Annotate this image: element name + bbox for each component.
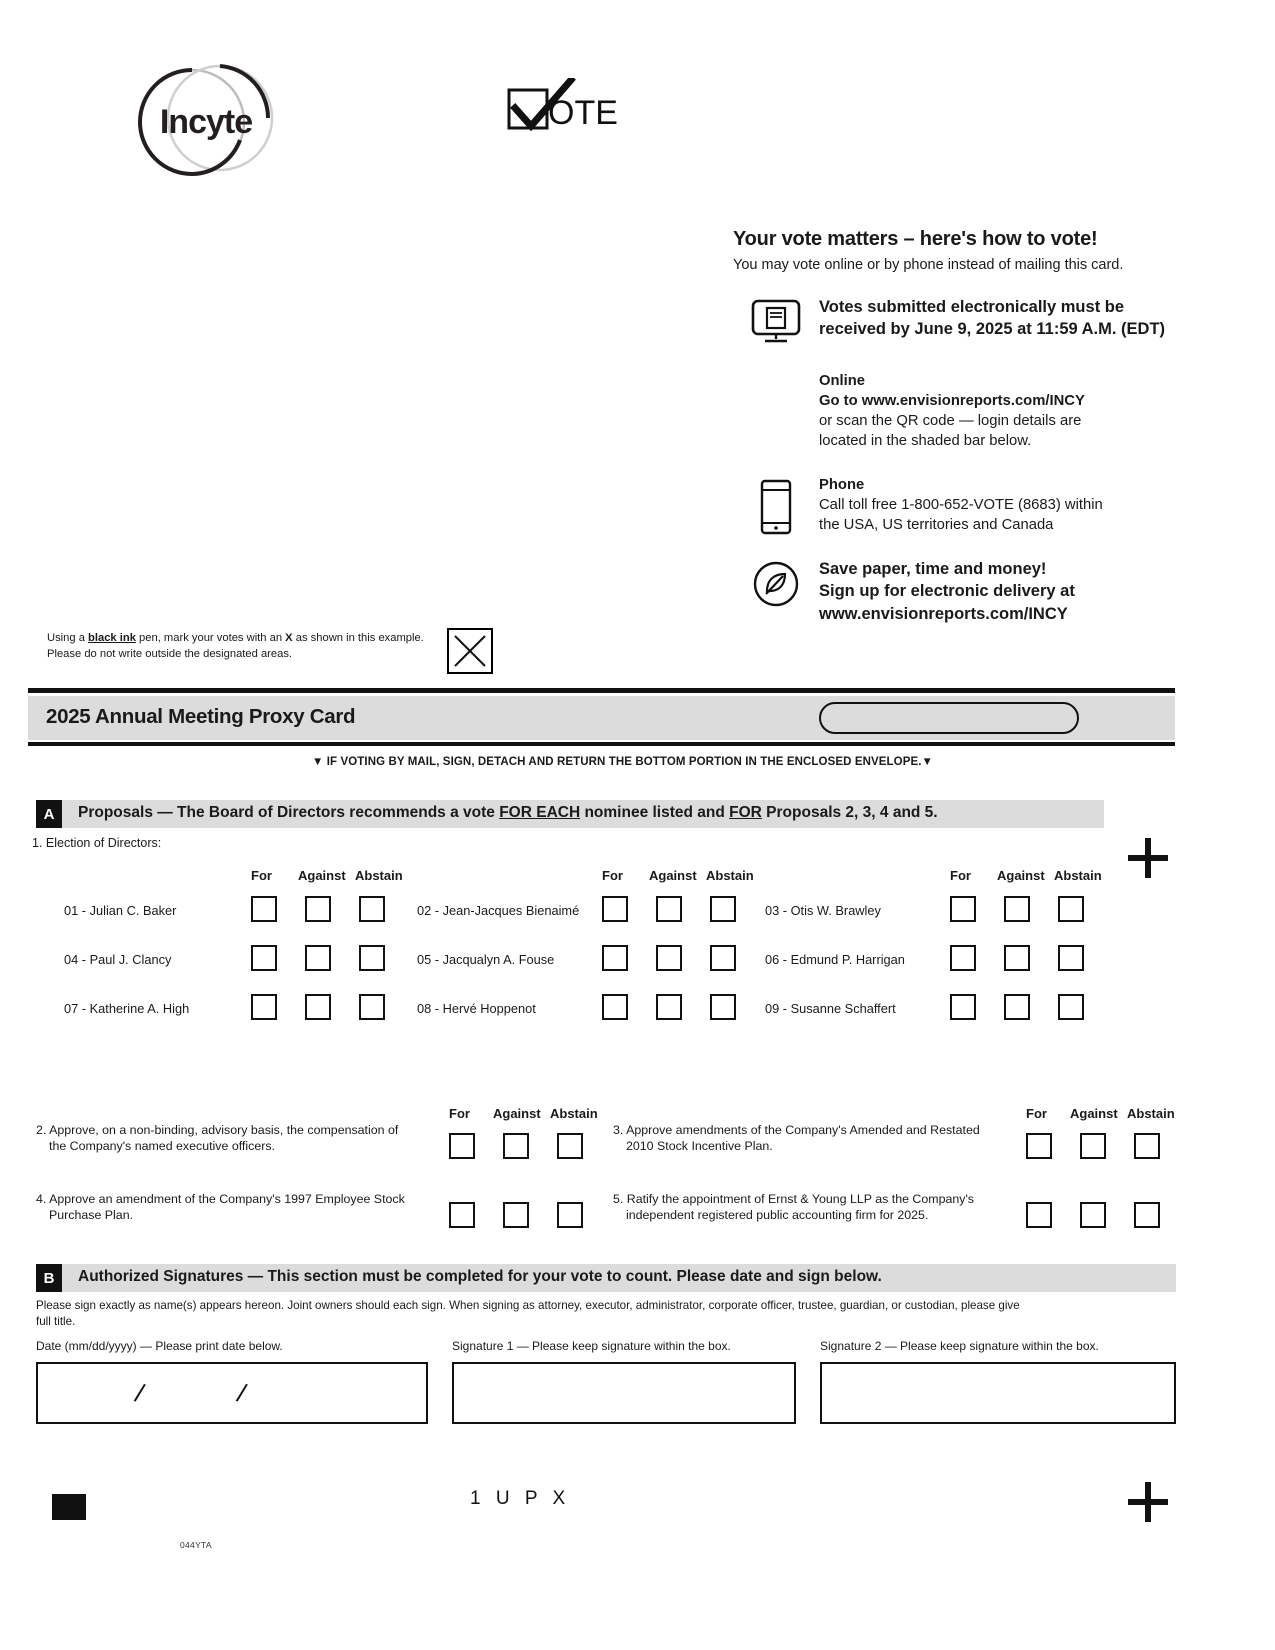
checkbox-prop5-for[interactable] <box>1026 1202 1052 1228</box>
checkbox-prop5-against[interactable] <box>1080 1202 1106 1228</box>
svg-text:OTE: OTE <box>548 94 618 132</box>
job-number: 044YTA <box>180 1540 212 1550</box>
online-line-2: or scan the QR code — login details are <box>819 413 1082 430</box>
ink-text-part1: Using a <box>47 632 89 644</box>
checkbox-06-for[interactable] <box>950 945 976 971</box>
section-a-for-each: FOR EACH <box>499 804 581 821</box>
proposal-2-line-2: the Company's named executive officers. <box>49 1139 275 1154</box>
how-to-vote-title: Your vote matters – here's how to vote! <box>733 228 1098 250</box>
ink-text-part2: pen, mark your votes with an <box>135 632 286 644</box>
title-rule-bottom <box>28 742 1175 746</box>
phone-line-2: the USA, US territories and Canada <box>819 516 1054 533</box>
checkbox-09-against[interactable] <box>1004 994 1030 1020</box>
how-to-vote-panel <box>733 228 1193 625</box>
col-head-for-2: For <box>602 868 623 883</box>
checkbox-03-for[interactable] <box>950 896 976 922</box>
signature1-input[interactable] <box>452 1362 796 1424</box>
director-row-01 <box>64 902 176 920</box>
checkbox-06-against[interactable] <box>1004 945 1030 971</box>
checkbox-07-against[interactable] <box>305 994 331 1020</box>
deadline-row <box>733 296 1193 346</box>
proposal-3-text <box>613 1122 1013 1155</box>
esave-line-1: Save paper, time and money! <box>819 560 1047 578</box>
date-slash-2: / <box>234 1377 250 1409</box>
ink-text-line2: Please do not write outside the designated areas. <box>47 648 293 661</box>
director-name-09: 09 - Susanne Schaffert <box>765 1001 896 1016</box>
date-field-label: Date (mm/dd/yyyy) — Please print date below. <box>36 1339 283 1353</box>
director-row-08 <box>417 1000 536 1018</box>
col-head-abstain-1: Abstain <box>355 868 403 883</box>
phone-icon <box>733 476 819 536</box>
header-logos <box>0 0 1275 200</box>
checkbox-05-against[interactable] <box>656 945 682 971</box>
checkbox-05-abstain[interactable] <box>710 945 736 971</box>
checkbox-04-abstain[interactable] <box>359 945 385 971</box>
director-name-02: 02 - Jean-Jacques Bienaimé <box>417 903 580 918</box>
checkbox-07-abstain[interactable] <box>359 994 385 1020</box>
proposal-4-line-2: Purchase Plan. <box>49 1208 134 1223</box>
checkbox-01-abstain[interactable] <box>359 896 385 922</box>
proposal-5-text <box>613 1191 1013 1224</box>
section-a-for: FOR <box>729 804 762 821</box>
col-head-against-3: Against <box>997 868 1045 883</box>
checkbox-prop3-against[interactable] <box>1080 1133 1106 1159</box>
signature-note-line-1: Please sign exactly as name(s) appears hereon. Joint owners should each sign. When signing as attorney, executor, administrator, corporate officer, trustee, guardian, or custodian, please give <box>36 1299 1020 1312</box>
proposal-4-line-1: 4. Approve an amendment of the Company's 1997 Employee Stock <box>36 1192 405 1206</box>
director-name-08: 08 - Hervé Hoppenot <box>417 1001 536 1016</box>
director-row-04 <box>64 951 171 969</box>
col-head-for-3: For <box>950 868 971 883</box>
director-row-03 <box>765 902 881 920</box>
checkbox-04-for[interactable] <box>251 945 277 971</box>
director-row-05 <box>417 951 554 969</box>
col-head-for-p3: For <box>1026 1106 1047 1121</box>
col-head-for-1: For <box>251 868 272 883</box>
col-head-abstain-p2: Abstain <box>550 1106 598 1121</box>
signature2-label: Signature 2 — Please keep signature within the box. <box>820 1339 1099 1353</box>
phone-heading: Phone <box>819 477 865 493</box>
col-head-for-p2: For <box>449 1106 470 1121</box>
registration-black-mark <box>52 1494 86 1520</box>
x-example-box <box>447 628 493 674</box>
col-head-against-1: Against <box>298 868 346 883</box>
checkbox-03-abstain[interactable] <box>1058 896 1084 922</box>
director-row-02 <box>417 902 579 920</box>
online-line-3: located in the shaded bar below. <box>819 433 1032 450</box>
signature-note-line-2: full title. <box>36 1315 76 1329</box>
checkbox-prop5-abstain[interactable] <box>1134 1202 1160 1228</box>
online-line-1: Go to www.envisionreports.com/INCY <box>819 393 1085 410</box>
leaf-icon <box>733 558 819 608</box>
election-of-directors-label: 1. Election of Directors: <box>32 836 162 850</box>
director-name-07: 07 - Katherine A. High <box>64 1001 190 1016</box>
checkbox-09-for[interactable] <box>950 994 976 1020</box>
section-b-bar <box>36 1264 1176 1292</box>
detach-instruction: ▼ IF VOTING BY MAIL, SIGN, DETACH AND RETURN THE BOTTOM PORTION IN THE ENCLOSED ENVELOPE.▼ <box>311 756 934 768</box>
checkbox-02-abstain[interactable] <box>710 896 736 922</box>
phone-line-1: Call toll free 1-800-652-VOTE (8683) within <box>819 496 1103 513</box>
checkbox-06-abstain[interactable] <box>1058 945 1084 971</box>
checkbox-02-for[interactable] <box>602 896 628 922</box>
proposal-5-line-1: 5. Ratify the appointment of Ernst & Young LLP as the Company's <box>613 1192 975 1206</box>
section-a-badge: A <box>36 800 62 828</box>
checkbox-08-for[interactable] <box>602 994 628 1020</box>
checkbox-07-for[interactable] <box>251 994 277 1020</box>
checkbox-03-against[interactable] <box>1004 896 1030 922</box>
checkbox-04-against[interactable] <box>305 945 331 971</box>
ink-text-part3: as shown in this example. <box>292 632 424 644</box>
checkbox-prop2-abstain[interactable] <box>557 1133 583 1159</box>
section-a-label-mid: nominee listed and <box>580 804 730 821</box>
online-spacer <box>733 372 819 374</box>
proposal-4-text <box>36 1191 436 1224</box>
online-heading: Online <box>819 373 866 390</box>
proposal-5-line-2: independent registered public accounting firm for 2025. <box>626 1208 929 1223</box>
phone-row <box>733 476 1193 536</box>
checkbox-08-against[interactable] <box>656 994 682 1020</box>
checkbox-08-abstain[interactable] <box>710 994 736 1020</box>
director-name-03: 03 - Otis W. Brawley <box>765 903 881 918</box>
checkbox-01-for[interactable] <box>251 896 277 922</box>
col-head-abstain-3: Abstain <box>1054 868 1102 883</box>
director-name-06: 06 - Edmund P. Harrigan <box>765 952 905 967</box>
director-row-09 <box>765 1000 896 1018</box>
esave-row <box>733 558 1193 625</box>
esave-line-3: www.envisionreports.com/INCY <box>819 604 1068 623</box>
date-input[interactable] <box>36 1362 428 1424</box>
ink-instructions <box>47 630 437 662</box>
proposal-2-text <box>36 1122 436 1155</box>
checkbox-01-against[interactable] <box>305 896 331 922</box>
ink-black-ink: black ink <box>88 632 136 644</box>
signature-instructions <box>36 1298 1182 1330</box>
checkbox-09-abstain[interactable] <box>1058 994 1084 1020</box>
checkbox-prop4-for[interactable] <box>449 1202 475 1228</box>
signature1-label: Signature 1 — Please keep signature within the box. <box>452 1339 731 1353</box>
date-slash-1: / <box>132 1377 148 1409</box>
checkbox-prop2-against[interactable] <box>503 1133 529 1159</box>
registration-cross-top-right <box>1126 836 1170 880</box>
checkbox-prop3-abstain[interactable] <box>1134 1133 1160 1159</box>
col-head-against-p3: Against <box>1070 1106 1118 1121</box>
ink-x: X <box>285 632 293 644</box>
section-b-badge: B <box>36 1264 62 1292</box>
svg-text:Incyte: Incyte <box>159 103 253 141</box>
col-head-against-p2: Against <box>493 1106 541 1121</box>
checkbox-02-against[interactable] <box>656 896 682 922</box>
page-title: 2025 Annual Meeting Proxy Card <box>46 705 356 728</box>
form-code: 1 U P X <box>470 1488 571 1509</box>
col-head-abstain-2: Abstain <box>706 868 754 883</box>
proxy-title-bar <box>28 696 1175 740</box>
section-a-bar <box>36 800 1104 828</box>
deadline-text: Votes submitted electronically must be received by June 9, 2025 at 11:59 A.M. (EDT) <box>819 298 1166 339</box>
checkbox-prop3-for[interactable] <box>1026 1133 1052 1159</box>
director-name-05: 05 - Jacqualyn A. Fouse <box>417 952 555 967</box>
computer-icon <box>733 296 819 346</box>
proposal-3-line-2: 2010 Stock Incentive Plan. <box>626 1139 773 1154</box>
signature2-input[interactable] <box>820 1362 1176 1424</box>
col-head-abstain-p3: Abstain <box>1127 1106 1175 1121</box>
checkbox-prop4-abstain[interactable] <box>557 1202 583 1228</box>
col-head-against-2: Against <box>649 868 697 883</box>
director-name-01: 01 - Julian C. Baker <box>64 903 177 918</box>
vote-logo <box>505 78 625 140</box>
registration-cross-bottom-right <box>1126 1480 1170 1524</box>
esave-line-2: Sign up for electronic delivery at <box>819 582 1075 601</box>
section-a-label-pre: Proposals — The Board of Directors recommends a vote <box>78 804 500 821</box>
title-rule-top <box>28 688 1175 693</box>
control-number-pill <box>819 702 1079 734</box>
checkbox-05-for[interactable] <box>602 945 628 971</box>
proposal-3-line-1: 3. Approve amendments of the Company's Amended and Restated <box>613 1123 980 1137</box>
director-row-06 <box>765 951 905 969</box>
checkbox-prop2-for[interactable] <box>449 1133 475 1159</box>
director-row-07 <box>64 1000 189 1018</box>
checkbox-prop4-against[interactable] <box>503 1202 529 1228</box>
how-to-vote-subtitle: You may vote online or by phone instead of mailing this card. <box>733 257 1124 273</box>
proposal-2-line-1: 2. Approve, on a non-binding, advisory basis, the compensation of <box>36 1123 399 1137</box>
section-a-label-post: Proposals 2, 3, 4 and 5. <box>761 804 938 821</box>
director-name-04: 04 - Paul J. Clancy <box>64 952 172 967</box>
online-row <box>733 372 1193 452</box>
section-b-label: Authorized Signatures — This section must be completed for your vote to count. Please date and sign below. <box>78 1268 882 1285</box>
incyte-logo <box>122 60 287 180</box>
